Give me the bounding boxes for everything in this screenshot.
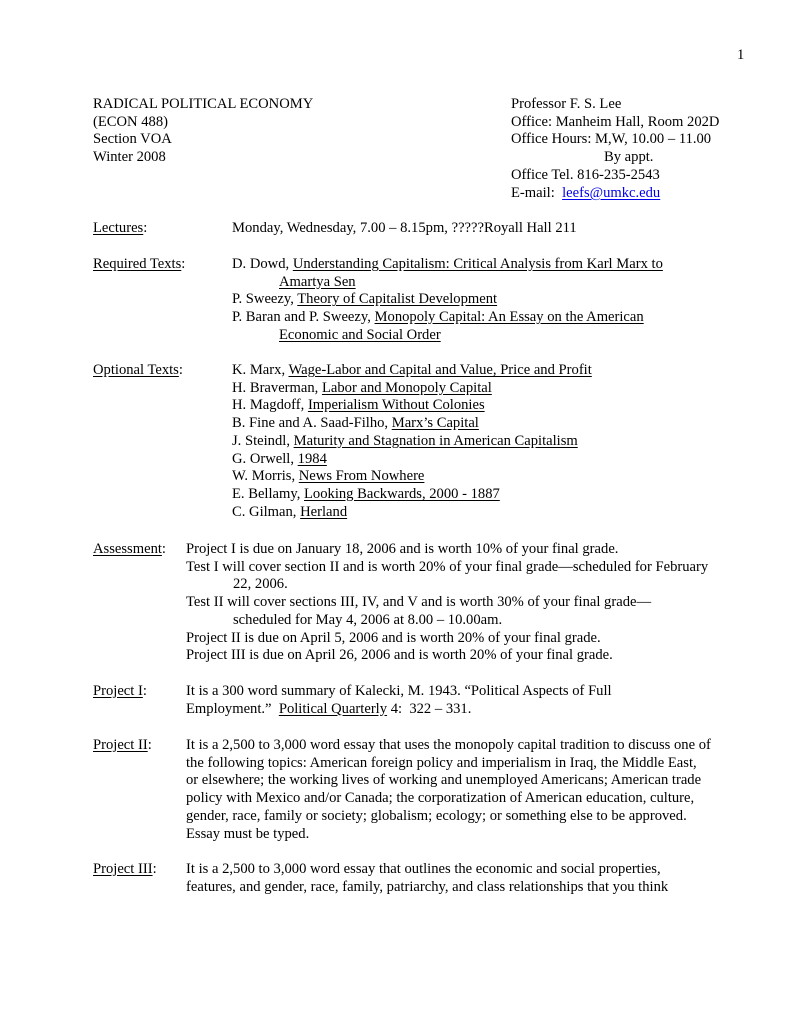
assessment-line: 22, 2006. <box>233 576 288 593</box>
email-label: E-mail: <box>511 184 563 201</box>
course-section: Section VOA <box>93 131 172 148</box>
project1-line: It is a 300 word summary of Kalecki, M. 1943. “Political Aspects of Full <box>186 683 612 699</box>
assessment-label: Assessment: <box>93 541 166 557</box>
list-item: E. Bellamy, Looking Backwards, 2000 - 1887 <box>232 485 500 502</box>
professor-name: Professor F. S. Lee <box>511 96 622 112</box>
assessment-line: Project III is due on April 26, 2006 and is worth 20% of your final grade. <box>186 647 613 664</box>
list-item-cont: Economic and Social Order <box>279 326 441 343</box>
project2-line: policy with Mexico and/or Canada; the corporatization of American education, culture, <box>186 790 695 807</box>
list-item: J. Steindl, Maturity and Stagnation in American Capitalism <box>232 432 578 449</box>
professor-email-line <box>511 185 719 203</box>
list-item-cont: Amartya Sen <box>279 273 356 290</box>
list-item: C. Gilman, Herland <box>232 503 348 520</box>
assessment-line: Project II is due on April 5, 2006 and is worth 20% of your final grade. <box>186 629 601 646</box>
project1-line: Employment.” Political Quarterly 4: 322 – 331. <box>186 700 472 717</box>
project2-line: Essay must be typed. <box>186 825 310 842</box>
project1-text <box>186 683 612 718</box>
assessment-line: Project I is due on January 18, 2006 and is worth 10% of your final grade. <box>186 541 619 557</box>
project2-line: or elsewhere; the working lives of working and unemployed Americans; American trade <box>186 772 702 789</box>
course-code: (ECON 488) <box>93 113 168 130</box>
email-link[interactable]: leefs@umkc.edu <box>562 184 661 201</box>
course-title: RADICAL POLITICAL ECONOMY <box>93 96 314 112</box>
assessment-line: scheduled for May 4, 2006 at 8.00 – 10.00am. <box>233 611 503 628</box>
project2-text <box>186 737 711 843</box>
project1-label: Project I: <box>93 683 147 699</box>
project2-line: the following topics: American foreign policy and imperialism in Iraq, the Middle East, <box>186 754 697 771</box>
list-item: P. Baran and P. Sweezy, Monopoly Capital: An Essay on the American <box>232 309 644 326</box>
professor-hours: Office Hours: M,W, 10.00 – 11.00 <box>511 131 712 148</box>
lectures-label: Lectures: <box>93 220 148 236</box>
list-item: B. Fine and A. Saad-Filho, Marx’s Capital <box>232 415 479 432</box>
list-item: H. Braverman, Labor and Monopoly Capital <box>232 379 492 396</box>
course-header <box>93 96 313 167</box>
project3-label: Project III: <box>93 861 157 877</box>
project2-line: gender, race, family or society; globalism; ecology; or something else to be approved. <box>186 807 687 824</box>
optional-texts-label: Optional Texts: <box>93 362 183 378</box>
required-texts-list <box>232 256 663 345</box>
lectures-text: Monday, Wednesday, 7.00 – 8.15pm, ?????Royall Hall 211 <box>232 220 577 236</box>
assessment-line: Test I will cover section II and is worth 20% of your final grade—scheduled for February <box>186 558 709 575</box>
required-texts-label: Required Texts: <box>93 256 186 272</box>
project3-line: It is a 2,500 to 3,000 word essay that outlines the economic and social properties, <box>186 861 661 877</box>
list-item: D. Dowd, Understanding Capitalism: Critical Analysis from Karl Marx to <box>232 256 663 272</box>
project2-line: It is a 2,500 to 3,000 word essay that uses the monopoly capital tradition to discuss one of <box>186 737 711 753</box>
list-item: K. Marx, Wage-Labor and Capital and Value, Price and Profit <box>232 362 592 378</box>
course-term: Winter 2008 <box>93 149 166 166</box>
list-item: H. Magdoff, Imperialism Without Colonies <box>232 397 485 414</box>
professor-info <box>511 96 719 202</box>
professor-tel: Office Tel. 816-235-2543 <box>511 166 660 183</box>
professor-office: Office: Manheim Hall, Room 202D <box>511 113 720 130</box>
assessment-line: Test II will cover sections III, IV, and V and is worth 30% of your final grade— <box>186 594 652 611</box>
assessment-list <box>186 541 708 665</box>
project3-line: features, and gender, race, family, patriarchy, and class relationships that you think <box>186 878 669 895</box>
page-number: 1 <box>737 47 745 63</box>
professor-appt: By appt. <box>604 149 654 166</box>
project3-text <box>186 861 668 896</box>
list-item: P. Sweezy, Theory of Capitalist Development <box>232 291 498 308</box>
list-item: W. Morris, News From Nowhere <box>232 468 425 485</box>
project2-label: Project II: <box>93 737 152 753</box>
optional-texts-list <box>232 362 592 521</box>
list-item: G. Orwell, 1984 <box>232 450 327 467</box>
